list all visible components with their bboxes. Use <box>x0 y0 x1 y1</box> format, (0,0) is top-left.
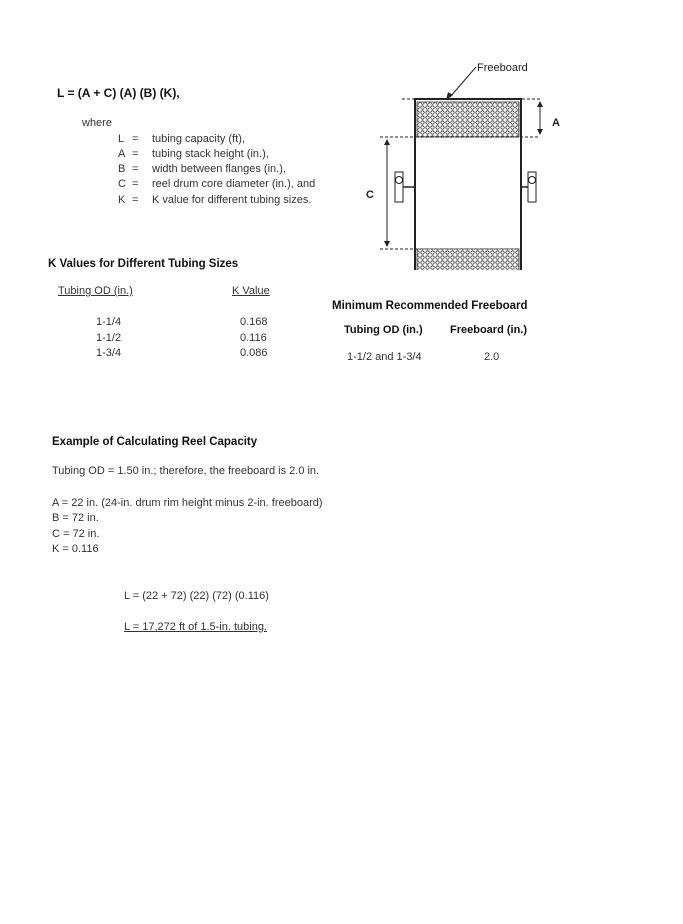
k-table-header-k: K Value <box>232 285 270 297</box>
k-table-header-od: Tubing OD (in.) <box>58 285 133 297</box>
definition-equals: = <box>132 133 139 145</box>
example-given: K = 0.116 <box>52 543 99 555</box>
freeboard-table-title: Minimum Recommended Freeboard <box>332 300 528 312</box>
definition-equals: = <box>132 178 139 190</box>
definition-symbol: B <box>118 163 126 175</box>
definition-symbol: A <box>118 148 126 160</box>
capacity-formula: L = (A + C) (A) (B) (K), <box>57 86 180 100</box>
definition-text: reel drum core diameter (in.), and <box>152 178 316 190</box>
example-calculation: L = (22 + 72) (22) (72) (0.116) <box>124 590 269 602</box>
freeboard-table-header-freeboard: Freeboard (in.) <box>450 324 528 336</box>
definition-a <box>118 148 269 160</box>
definition-k <box>118 194 311 206</box>
example-given: A = 22 in. (24-in. drum rim height minus 2-in. freeboard) <box>52 497 323 509</box>
definition-text: tubing capacity (ft), <box>152 133 245 145</box>
definition-text: K value for different tubing sizes. <box>152 194 312 206</box>
dimension-a-label: A <box>552 117 560 129</box>
freeboard-table-cell: 1-1/2 and 1-3/4 <box>347 351 422 363</box>
k-table-cell: 0.168 <box>240 316 268 328</box>
k-table-cell: 1-1/4 <box>96 316 122 328</box>
k-table-title: K Values for Different Tubing Sizes <box>48 258 239 270</box>
definition-equals: = <box>132 148 139 160</box>
definition-text: tubing stack height (in.), <box>152 148 269 160</box>
example-given: B = 72 in. <box>52 512 99 524</box>
top-tubing-stack <box>417 102 519 137</box>
k-table-cell: 0.086 <box>240 347 268 359</box>
definition-text: width between flanges (in.), <box>152 163 286 175</box>
freeboard-leader-line <box>450 67 476 97</box>
example-given: C = 72 in. <box>52 528 100 540</box>
freeboard-table-cell: 2.0 <box>484 351 500 363</box>
freeboard-table-header-od: Tubing OD (in.) <box>344 324 423 336</box>
definition-b <box>118 163 286 175</box>
definition-symbol: C <box>118 178 126 190</box>
dimension-c-arrow-down <box>384 241 390 247</box>
k-table-cell: 1-3/4 <box>96 347 122 359</box>
bottom-tubing-stack <box>417 249 519 270</box>
dimension-a-arrow-up <box>537 101 543 107</box>
definition-equals: = <box>132 163 139 175</box>
reel-diagram <box>360 55 585 270</box>
right-hub-bolt <box>529 177 536 184</box>
example-intro: Tubing OD = 1.50 in.; therefore, the freeboard is 2.0 in. <box>52 465 320 477</box>
dimension-c-arrow-up <box>384 139 390 145</box>
example-title: Example of Calculating Reel Capacity <box>52 436 258 448</box>
freeboard-label: Freeboard <box>477 62 528 74</box>
dimension-a-arrow-down <box>537 129 543 135</box>
definition-equals: = <box>132 194 139 206</box>
where-label: where <box>82 117 112 129</box>
definition-l <box>118 133 245 145</box>
definition-symbol: K <box>118 194 126 206</box>
k-table-cell: 0.116 <box>240 332 267 344</box>
dimension-c-label: C <box>366 189 374 201</box>
example-result: L = 17,272 ft of 1.5-in. tubing. <box>124 621 267 633</box>
definition-symbol: L <box>118 133 125 145</box>
k-table-cell: 1-1/2 <box>96 332 122 344</box>
definition-c <box>118 178 315 190</box>
left-hub-bolt <box>396 177 403 184</box>
